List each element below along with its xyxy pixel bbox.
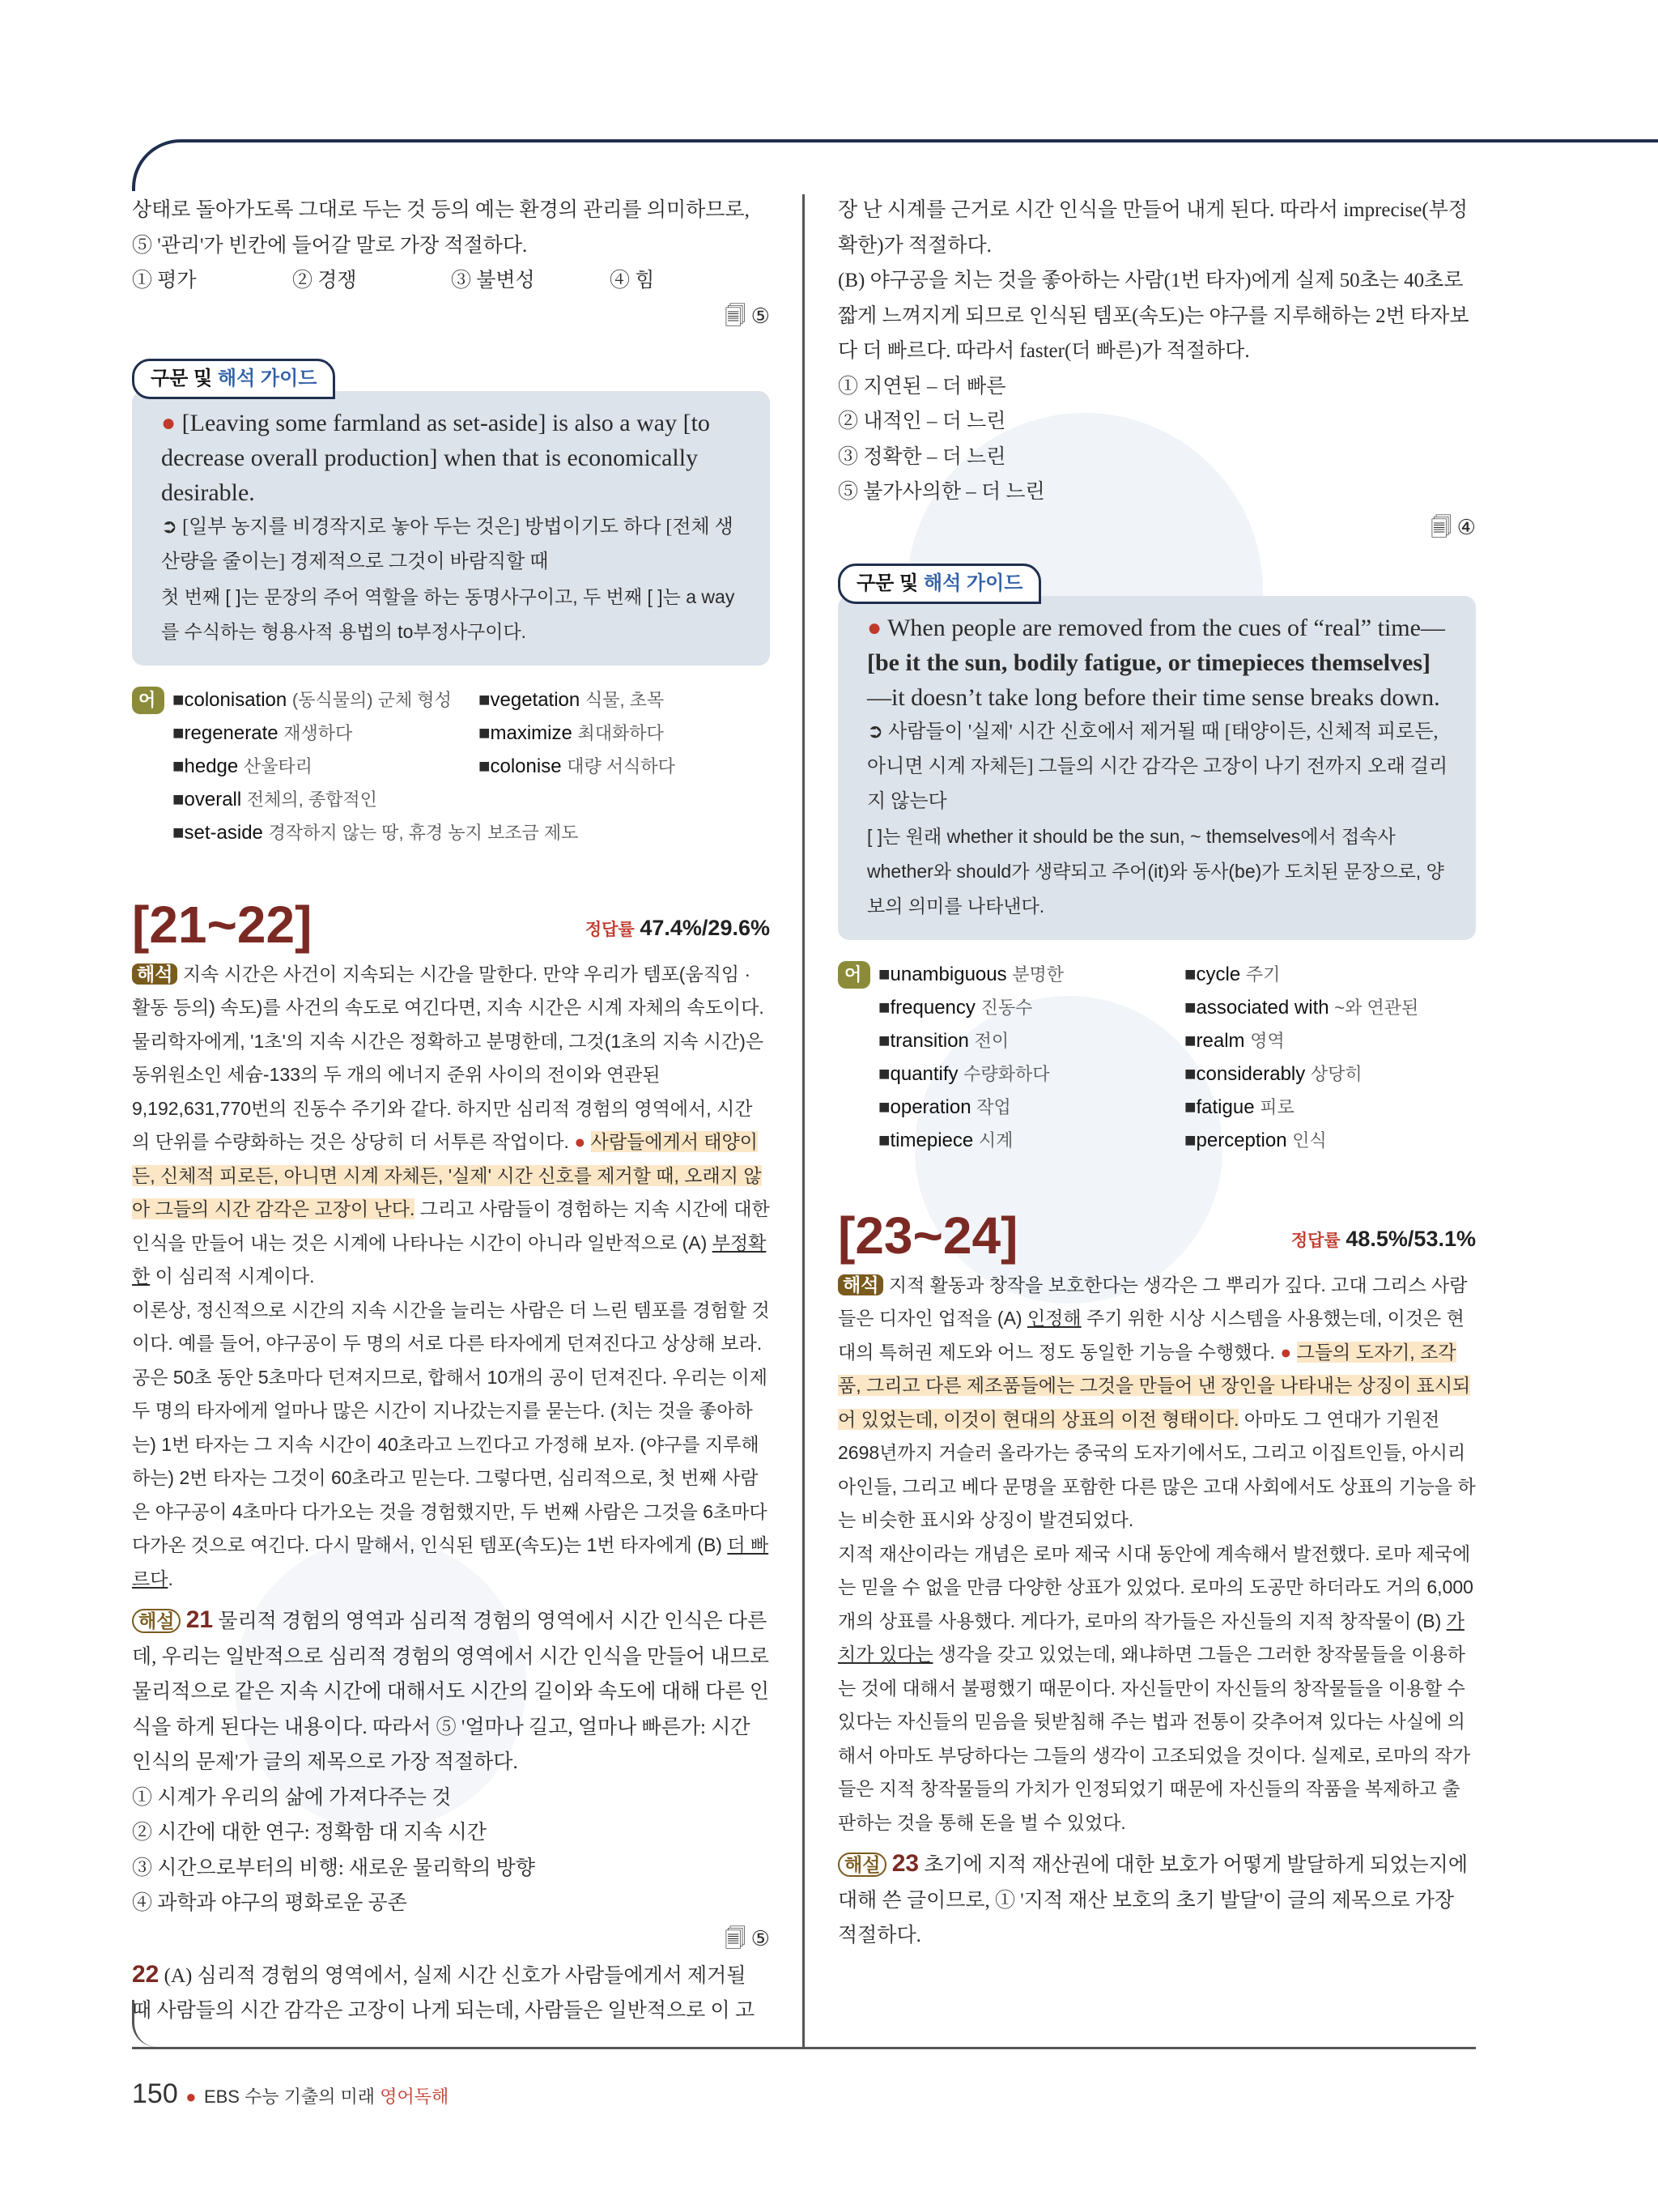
vocab-item: ■vegetation 식물, 초목 [478, 688, 665, 711]
vocab-item: ■hedge 산울타리 [172, 755, 312, 777]
vocab-section [838, 958, 1476, 1157]
option: ③ 시간으로부터의 비행: 새로운 물리학의 방향 [132, 1857, 535, 1879]
vocab-item: ■cycle 주기 [1184, 963, 1281, 985]
vocab-item: ■fatigue 피로 [1184, 1095, 1295, 1118]
choice: ① 평가 [132, 270, 197, 291]
vocab-item: ■maximize 최대화하다 [478, 721, 664, 744]
correct-rate: 정답률 47.4%/29.6% [585, 916, 770, 940]
vocab-item: ■regenerate 재생하다 [172, 721, 353, 744]
translation [838, 1269, 1476, 1840]
explanation [132, 1602, 770, 2029]
syntax-guide [132, 359, 770, 666]
explanation-22: 22 (A) 심리적 경험의 영역에서, 실제 시간 신호가 사람들에게서 제거될 때 사람들의 시간 감각은 고장이 나게 되는데, 사람들은 일반적으로 이 고 [132, 1960, 755, 2022]
translation-p2: 이론상, 정신적으로 시간의 지속 시간을 늘리는 사람은 더 느린 템포를 경험할 것이다. 예를 들어, 야구공이 두 명의 서로 다른 타자에게 던져진다고 상상해 보라. 공은 50초 동안 5초마다 던져지므로, 합해서 10개의 공이 던져진다. 우리는 이제 두 명의 타자에게 얼마나 많은 시간이 지나갔는지를 묻는다. (치는 것을 좋아하는) 1번 타자는 그 지속 시간이 40초라고 느낀다고 가정해 보자. (야구를 지루해 하는) 2번 타자는 그것이 60초라고 믿는다. 그렇다면, 심리적으로, 첫 번째 사람은 야구공이 4초마다 다가오는 것을 경험했지만, 두 번째 사람은 그것을 6초마다 다가온 것으로 여긴다. 다시 말해서, 인식된 템포(속도)는 1번 타자에게 (B) 더 빠르다. [132, 1299, 770, 1589]
choice-list [132, 263, 770, 299]
vocab-item: ■frequency 진동수 [878, 996, 1033, 1019]
answer-mark: 🗐 ⑤ [725, 1926, 770, 1950]
explanation-cont: 장 난 시계를 근거로 시간 인식을 만들어 내게 된다. 따라서 imprecise(부정확한)가 적절하다. [838, 199, 1469, 257]
page-frame-top [132, 139, 1658, 191]
vocab-grid [172, 683, 770, 849]
guide-box [838, 596, 1476, 940]
page-number: 150 [132, 2078, 178, 2109]
section-header [838, 1207, 1476, 1264]
guide-english: ● When people are removed from the cues of “real” time—[be it the sun, bodily fatigue, or timepieces themselves]—it doesn’t take long before their time sense breaks down. [867, 614, 1445, 711]
guide-korean: ➲ 사람들이 '실제' 시간 신호에서 제거될 때 [태양이든, 신체적 피로든, 아니면 시계 자체든] 그들의 시간 감각은 고장이 나기 전까지 오래 걸리지 않는다 [867, 721, 1448, 812]
option: ④ 과학과 야구의 평화로운 공존 [132, 1892, 407, 1914]
book-title: EBS 수능 기출의 미래 영어독해 [203, 2087, 449, 2107]
left-column [132, 193, 770, 2029]
answer-mark: 🗐 ⑤ [725, 304, 770, 328]
vocab-item: ■colonise 대량 서식하다 [478, 755, 675, 777]
vocab-section [132, 683, 770, 849]
vocab-item: ■realm 영역 [1184, 1029, 1285, 1052]
choice: ③ 불변성 [451, 270, 535, 291]
vocab-badge: 어휘 [838, 961, 870, 989]
vocab-item: ■overall 전체의, 종합적인 [172, 788, 377, 810]
column-divider [802, 194, 805, 2047]
guide-tab: 구문 및 해석 가이드 [132, 359, 335, 399]
vocab-item: ■considerably 상당히 [1184, 1062, 1363, 1085]
vocab-item: ■unambiguous 분명한 [878, 963, 1065, 985]
guide-english: ● [Leaving some farmland as set-aside] is also a way [to decrease overall production] when that is economically desirable. [161, 409, 710, 506]
explanation-cont: (B) 야구공을 치는 것을 좋아하는 사람(1번 타자)에게 실제 50초는 40초로 짧게 느껴지게 되므로 인식된 템포(속도)는 야구를 지루해하는 2번 타자보다 더 빠르다. 따라서 faster(더 빠른)가 적절하다. [838, 270, 1469, 362]
guide-tab: 구문 및 해석 가이드 [838, 564, 1041, 604]
footer-dot-icon: ● [185, 2087, 197, 2107]
vocab-item: ■operation 작업 [878, 1095, 1011, 1118]
intro-line: 상태로 돌아가도록 그대로 두는 것 등의 예는 환경의 관리를 의미하므로, [132, 199, 750, 221]
translation-p1: 해석 지적 활동과 창작을 보호한다는 생각은 그 뿌리가 깊다. 고대 그리스 사람들은 디자인 업적을 (A) 인정해 주기 위한 시상 시스템을 사용했는데, 이것은 현대의 특허권 제도와 어느 정도 동일한 기능을 수행했다. ● 그들의 도자기, 조각품, 그리고 다른 제조품들에는 그것을 만들어 낸 장인을 나타내는 상징이 표시되어 있었는데, 이것이 현대의 상표의 이전 형태이다. 아마도 그 연대가 기원전 2698년까지 거슬러 올라가는 중국의 도자기에서도, 그리고 이집트인들, 아시리아인들, 그리고 베다 문명을 포함한 다른 많은 고대 사회에서도 상표의 기능을 하는 비슷한 표시와 상징이 발견되었다. [838, 1274, 1476, 1530]
vocab-item: ■set-aside 경작하지 않는 땅, 휴경 농지 보조금 제도 [172, 821, 579, 844]
option: ① 시계가 우리의 삶에 가져다주는 것 [132, 1786, 452, 1809]
section-header [132, 896, 770, 953]
section-number: [21~22] [132, 895, 312, 954]
right-column [838, 193, 1476, 1954]
translation-p1: 해석 지속 시간은 사건이 지속되는 시간을 말한다. 만약 우리가 템포(움직임 · 활동 등의) 속도)를 사건의 속도로 여긴다면, 지속 시간은 시계 자체의 속도이다. 물리학자에게, '1초'의 지속 시간은 정확하고 분명한데, 그것(1초의 지속 시간)은 동위원소인 세슘-133의 두 개의 에너지 준위 사이의 전이와 연관된 9,192,631,770번의 진동수 주기와 같다. 하지만 심리적 경험의 영역에서, 시간의 단위를 수량화하는 것은 상당히 더 서투른 작업이다. ● 사람들에게서 태양이든, 신체적 피로든, 아니면 시계 자체든, '실제' 시간 신호를 제거할 때, 오래지 않아 그들의 시간 감각은 고장이 난다. 그리고 사람들이 경험하는 지속 시간에 대한 인식을 만들어 내는 것은 시계에 나타나는 시간이 아니라 일반적으로 (A) 부정확한 이 심리적 시계이다. [132, 963, 770, 1287]
option: ① 지연된 – 더 빠른 [838, 375, 1006, 398]
vocab-item: ■colonisation (동식물의) 군체 형성 [172, 688, 452, 711]
option: ⑤ 불가사의한 – 더 느린 [838, 481, 1045, 503]
guide-note: [ ]는 원래 whether it should be the sun, ~ themselves에서 접속사 whether와 should가 생략되고 주어(it)와 동사(be)가 도치된 문장으로, 양보의 의미를 나타낸다. [867, 825, 1444, 917]
choice: ④ 힘 [610, 270, 655, 291]
translation-p2: 지적 재산이라는 개념은 로마 제국 시대 동안에 계속해서 발전했다. 로마 제국에는 믿을 수 없을 만큼 다양한 상표가 있었다. 로마의 도공만 하더라도 거의 6,000개의 상표를 사용했다. 게다가, 로마의 작가들은 자신들의 지적 창작물이 (B) 가치가 있다는 생각을 갖고 있었는데, 왜냐하면 그들은 그러한 창작물들을 이용하는 것에 대해서 불평했기 때문이다. 자신들만이 자신들의 창작물들을 이용할 수 있다는 자신들의 믿음을 뒷받침해 주는 법과 전통이 갖추어져 있다는 사실에 의해서 아마도 부당하다는 그들의 생각이 고조되었을 것이다. 실제로, 로마의 작가들은 지적 창작물들의 가치가 인정되었기 때문에 자신들의 작품을 복제하고 출판하는 것을 통해 돈을 벌 수 있었다. [838, 1542, 1473, 1833]
option: ② 내적인 – 더 느린 [838, 410, 1006, 432]
section-number: [23~24] [838, 1206, 1018, 1265]
option: ② 시간에 대한 연구: 정확함 대 지속 시간 [132, 1822, 487, 1844]
choice: ② 경쟁 [292, 270, 357, 291]
explanation [838, 1846, 1476, 1954]
vocab-item: ■perception 인식 [1184, 1129, 1327, 1151]
page-footer [132, 2078, 449, 2110]
vocab-grid [878, 958, 1476, 1157]
guide-note: 첫 번째 [ ]는 문장의 주어 역할을 하는 동명사구이고, 두 번째 [ ]는 a way를 수식하는 형용사적 용법의 to부정사구이다. [161, 585, 735, 642]
vocab-item: ■associated with ~와 연관된 [1184, 996, 1419, 1019]
vocab-item: ■timepiece 시계 [878, 1129, 1014, 1151]
vocab-item: ■transition 전이 [878, 1029, 1010, 1052]
answer-mark: 🗐 ④ [1431, 515, 1476, 539]
correct-rate: 정답률 48.5%/53.1% [1290, 1227, 1476, 1251]
guide-korean: ➲ [일부 농지를 비경작지로 놓아 두는 것은] 방법이기도 하다 [전체 생산량을 줄이는] 경제적으로 그것이 바람직할 때 [161, 516, 733, 572]
intro-line: ⑤ '관리'가 빈칸에 들어갈 말로 가장 적절하다. [132, 234, 528, 257]
syntax-guide [838, 564, 1476, 940]
translation [132, 958, 770, 1597]
explanation-21: 해설 21 물리적 경험의 영역과 심리적 경험의 영역에서 시간 인식은 다른데, 우리는 일반적으로 심리적 경험의 영역에서 시간 인식을 만들어 내므로 물리적으로 같은 지속 시간에 대해서도 시간의 길이와 속도에 대해 다른 인식을 하게 된다는 내용이다. 따라서 ⑤ '얼마나 길고, 얼마나 빠른가: 시간 인식의 문제'가 글의 제목으로 가장 적절하다. [132, 1606, 770, 1773]
guide-box [132, 391, 770, 666]
option: ③ 정확한 – 더 느린 [838, 445, 1006, 468]
vocab-item: ■quantify 수량화하다 [878, 1062, 1050, 1085]
vocab-badge: 어휘 [132, 687, 164, 714]
explanation-23: 해설 23 초기에 지적 재산권에 대한 보호가 어떻게 발달하게 되었는지에 대해 쓴 글이므로, ① '지적 재산 보호의 초기 발달'이 글의 제목으로 가장 적절하다. [838, 1850, 1468, 1946]
